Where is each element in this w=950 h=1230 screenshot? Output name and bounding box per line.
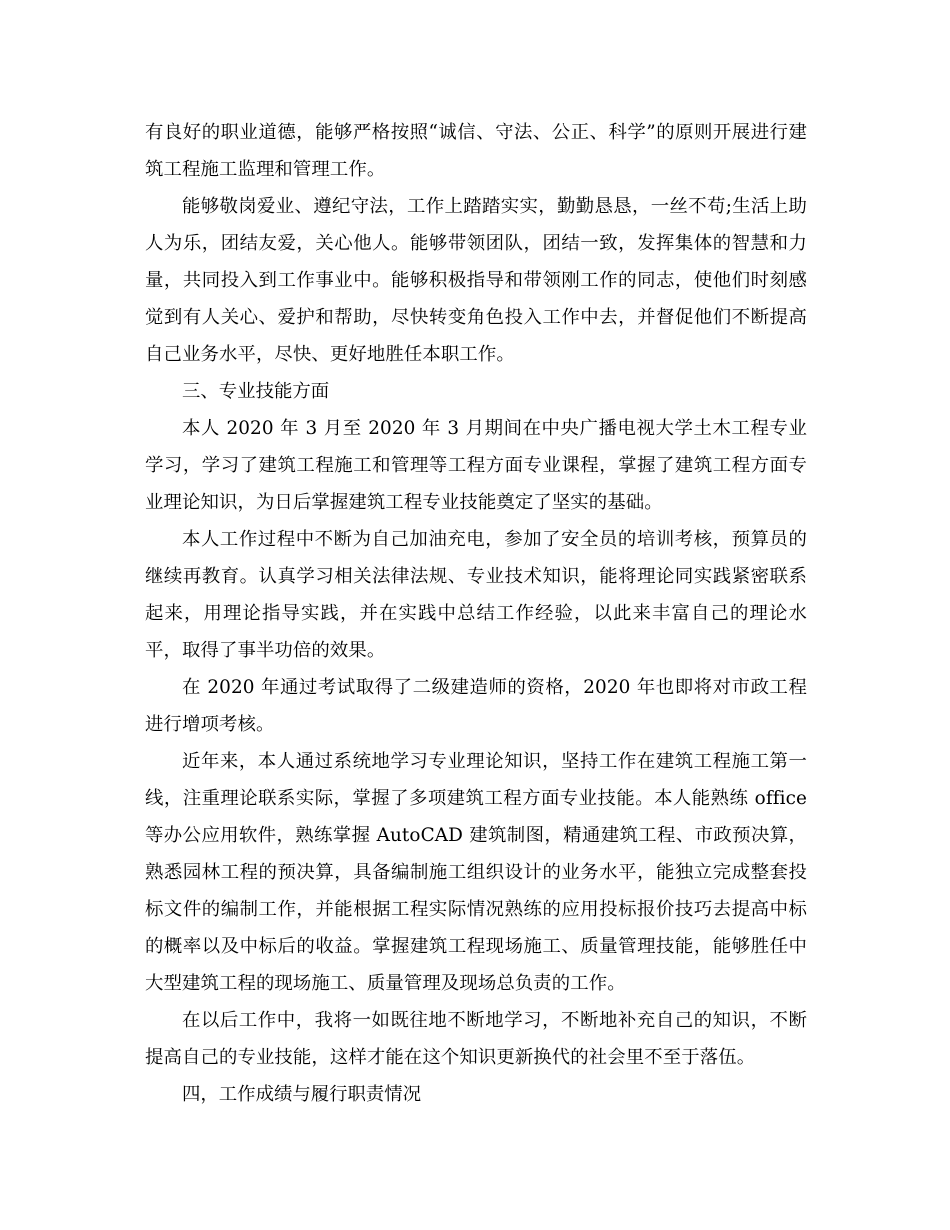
paragraph-work-attitude: 能够敬岗爱业、遵纪守法，工作上踏踏实实，勤勤恳恳，一丝不苟;生活上助人为乐，团结友爱，关心他人。能够带领团队，团结一致，发挥集体的智慧和力量，共同投入到工作事业中。能够积极指导和带领刚工作的同志，使他们时刻感觉到有人关心、爱护和帮助，尽快转变角色投入工作中去，并督促他们不断提高自己业务水平，尽快、更好地胜任本职工作。 — [145, 196, 807, 365]
paragraph-certification: 在 2020 年通过考试取得了二级建造师的资格，2020 年也即将对市政工程进行增项考核。 — [145, 677, 807, 735]
section-heading-professional-skills: 三、专业技能方面 — [182, 381, 330, 402]
document-body — [145, 114, 807, 1113]
section-heading-achievements: 四，工作成绩与履行职责情况 — [182, 1084, 422, 1105]
paragraph-education: 本人 2020 年 3 月至 2020 年 3 月期间在中央广播电视大学土木工程专业学习，学习了建筑工程施工和管理等工程方面专业课程，掌握了建筑工程方面专业理论知识，为日后掌握建筑工程专业技能奠定了坚实的基础。 — [145, 418, 807, 513]
paragraph-training: 本人工作过程中不断为自己加油充电，参加了安全员的培训考核，预算员的继续再教育。认真学习相关法律法规、专业技术知识，能将理论同实践紧密联系起来，用理论指导实践，并在实践中总结工作经验，以此来丰富自己的理论水平，取得了事半功倍的效果。 — [145, 529, 807, 661]
paragraph-professional-ethics: 有良好的职业道德，能够严格按照“诚信、守法、公正、科学”的原则开展进行建筑工程施工监理和管理工作。 — [145, 122, 807, 180]
paragraph-skills-detail: 近年来，本人通过系统地学习专业理论知识，坚持工作在建筑工程施工第一线，注重理论联系实际，掌握了多项建筑工程方面专业技能。本人能熟练 office 等办公应用软件，熟练掌握 AutoCAD 建筑制图，精通建筑工程、市政预决算，熟悉园林工程的预决算，具备编制施工组织设计的业务水平，能独立完成整套投标文件的编制工作，并能根据工程实际情况熟练的应用投标报价技巧去提高中标的概率以及中标后的收益。掌握建筑工程现场施工、质量管理技能，能够胜任中大型建筑工程的现场施工、质量管理及现场总负责的工作。 — [145, 751, 807, 994]
paragraph-future-learning: 在以后工作中，我将一如既往地不断地学习，不断地补充自己的知识，不断提高自己的专业技能，这样才能在这个知识更新换代的社会里不至于落伍。 — [145, 1010, 807, 1068]
